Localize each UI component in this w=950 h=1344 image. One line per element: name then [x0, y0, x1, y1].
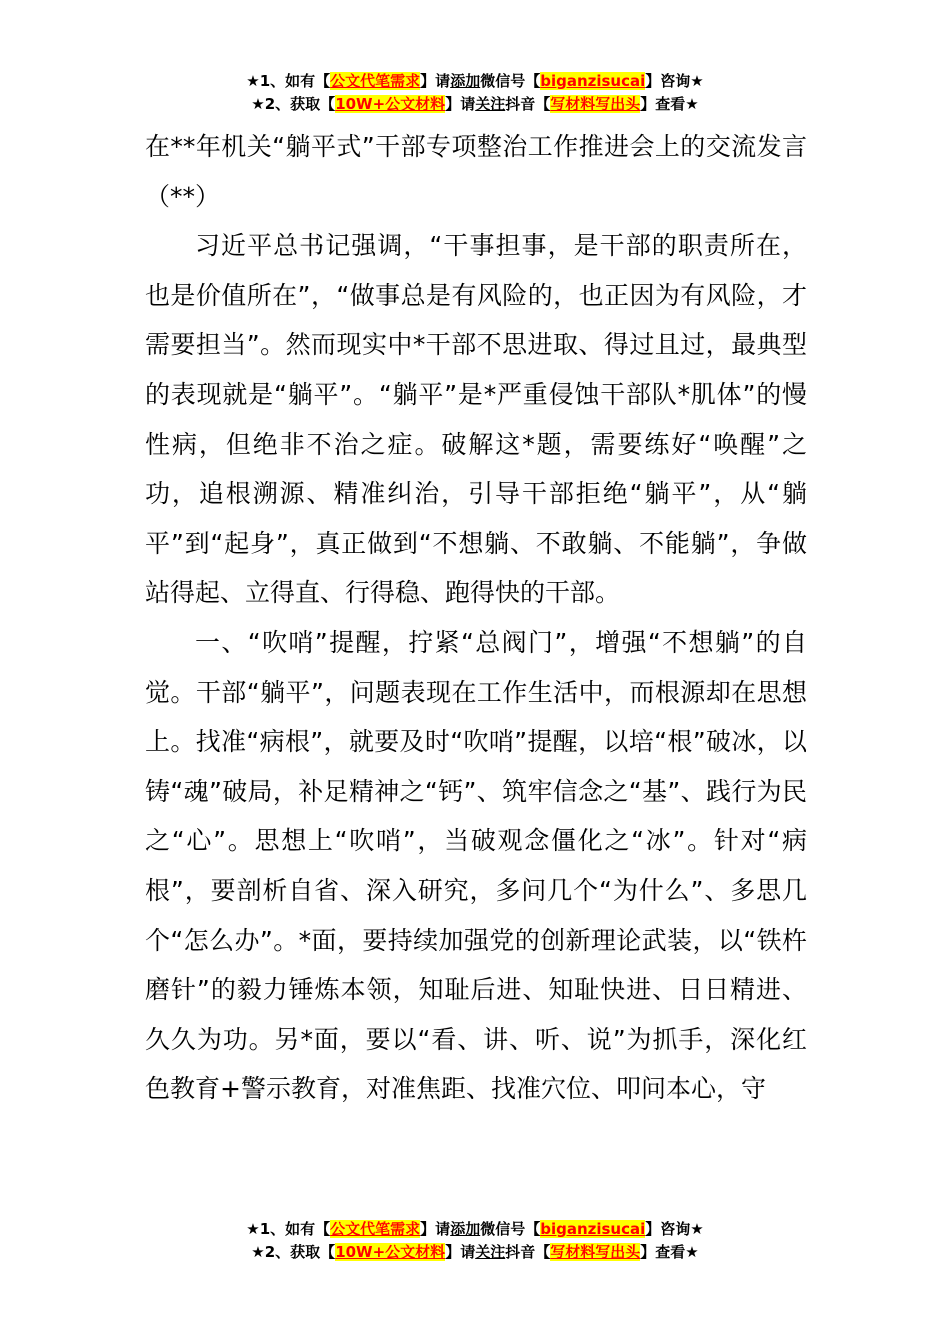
document-body	[145, 122, 807, 1114]
banner-line-2: ★2、获取【10W+公文材料】请关注抖音【写材料写出头】查看★	[251, 95, 699, 113]
banner-line-2: ★2、获取【10W+公文材料】请关注抖音【写材料写出头】查看★	[251, 1243, 699, 1261]
banner-line-1: ★1、如有【公文代笔需求】请添加微信号【biganzisucai】咨询★	[246, 1220, 704, 1238]
banner-line-1: ★1、如有【公文代笔需求】请添加微信号【biganzisucai】咨询★	[246, 72, 704, 90]
paragraph-section-1: 一、“吹哨”提醒，拧紧“总阀门”，增强“不想躺”的自觉。干部“躺平”，问题表现在工作生活中，而根源却在思想上。找准“病根”，就要及时“吹哨”提醒，以培“根”破冰，以铸“魂”破局，补足精神之“钙”、筑牢信念之“基”、践行为民之“心”。思想上“吹哨”，当破观念僵化之“冰”。针对“病根”，要剖析自省、深入研究，多问几个“为什么”、多思几个“怎么办”。*面，要持续加强党的创新理论武装，以“铁杵磨针”的毅力锤炼本领，知耻后进、知耻快进、日日精进、久久为功。另*面，要以“看、讲、听、说”为抓手，深化红色教育+警示教育，对准焦距、找准穴位、叩问本心，守	[145, 627, 807, 1104]
document-title: 在**年机关“躺平式”干部专项整治工作推进会上的交流发言（**）	[145, 132, 807, 211]
banner-highlight: 公文代笔需求	[330, 72, 421, 90]
banner-highlight: 10W+公文材料	[335, 95, 446, 113]
banner-wechat-id: biganzisucai	[540, 72, 646, 90]
paragraph-intro: 习近平总书记强调，“干事担事，是干部的职责所在，也是价值所在”，“做事总是有风险的，也正因为有风险，才需要担当”。然而现实中*干部不思进取、得过且过，最典型的表现就是“躺平”。“躺平”是*严重侵蚀干部队*肌体”的慢性病，但绝非不治之症。破解这*题，需要练好“唤醒”之功，追根溯源、精准纠治，引导干部拒绝“躺平”，从“躺平”到“起身”，真正做到“不想躺、不敢躺、不能躺”，争做站得起、立得直、行得稳、跑得快的干部。	[145, 231, 807, 608]
footer-banner	[0, 1218, 950, 1264]
banner-highlight: 公文代笔需求	[330, 1220, 421, 1238]
banner-highlight: 10W+公文材料	[335, 1243, 446, 1261]
banner-wechat-id: biganzisucai	[540, 1220, 646, 1238]
banner-douyin-id: 写材料写出头	[550, 1243, 641, 1261]
header-banner	[0, 70, 950, 116]
banner-douyin-id: 写材料写出头	[550, 95, 641, 113]
